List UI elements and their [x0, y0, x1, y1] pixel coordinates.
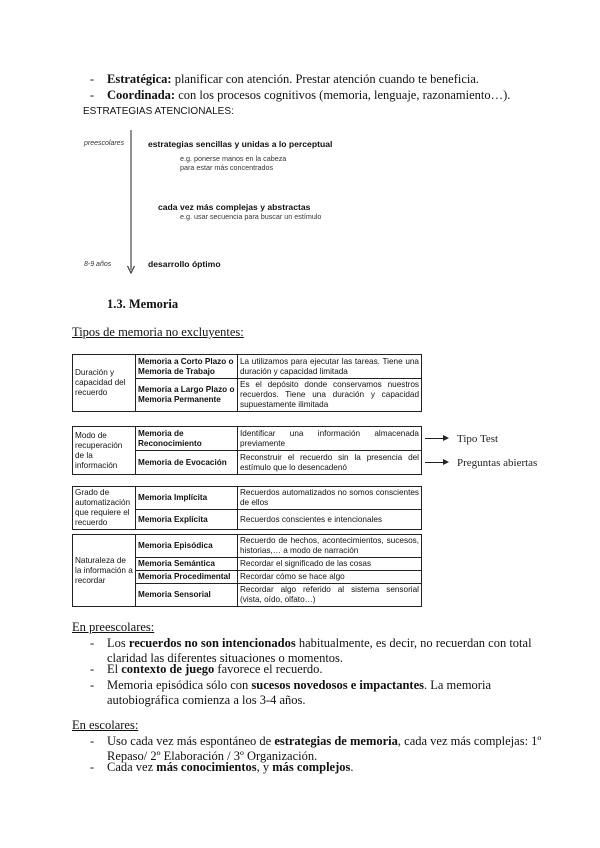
- memory-desc: La utilizamos para ejecutar las tareas. Tiene una duración y capacidad limitada: [238, 355, 422, 379]
- arrow-icon: [425, 462, 443, 463]
- memory-desc: Recuerdo de hechos, acontecimientos, sucesos, historias,… a modo de narración: [238, 535, 422, 558]
- bullet-contexto: El contexto de juego favorece el recuerdo.: [107, 662, 323, 676]
- memory-type: Memoria de Reconocimiento: [136, 427, 238, 451]
- bullet-episodica: Memoria episódica sólo con sucesos novedosos e impactantes. La memoria autobiográfica comienza a los 3-4 años.: [107, 678, 491, 707]
- memory-type: Memoria a Corto Plazo o Memoria de Trabajo: [136, 355, 238, 379]
- strategy-example-1: e.g. ponerse manos en la cabeza: [180, 154, 287, 163]
- bullet-estrategias-memoria: Uso cada vez más espontáneo de estrategias de memoria, cada vez más complejas: 1º Repaso/ 2º Elaboración / 3º Organización.: [107, 734, 542, 763]
- strategy-example-1b: para estar más concentrados: [180, 163, 274, 172]
- memory-desc: Recordar el significado de las cosas: [238, 558, 422, 571]
- memory-type: Memoria Implícita: [136, 487, 238, 510]
- arrow-head-icon: [443, 435, 449, 441]
- memory-type: Memoria Explícita: [136, 510, 238, 530]
- strategy-level-1: estrategias sencillas y unidas a lo perceptual: [148, 139, 333, 149]
- table-row: [73, 427, 422, 451]
- memory-table-duration: [72, 354, 422, 412]
- strategy-level-3: desarrollo óptimo: [148, 259, 221, 269]
- timeline-arrow-icon: [126, 130, 136, 276]
- memory-type: Memoria Sensorial: [136, 584, 238, 607]
- memory-table-retrieval: [72, 426, 422, 475]
- memory-table-automation: [72, 486, 422, 530]
- table-row: [73, 355, 422, 379]
- bullet-recuerdos: Los recuerdos no son intencionados habitualmente, es decir, no recuerdan con total claridad las diferentes situaciones o momentos.: [107, 636, 532, 665]
- arrow-icon: [425, 438, 443, 439]
- memory-type: Memoria a Largo Plazo o Memoria Permanente: [136, 379, 238, 412]
- memory-type: Memoria de Evocación: [136, 451, 238, 475]
- memory-desc: Es el depósito donde conservamos nuestros recuerdos. Tiene una duración y capacidad supuestamente ilimitada: [238, 379, 422, 412]
- memory-type: Memoria Procedimental: [136, 571, 238, 584]
- memory-desc: Recordar algo referido al sistema sensorial (vista, oído, olfato…): [238, 584, 422, 607]
- preescolares-heading: En preescolares:: [72, 620, 155, 634]
- bullet-dash: -: [90, 636, 95, 650]
- table-category: Grado de automatización que requiere el recuerdo: [73, 487, 136, 530]
- diagram-label-preescolares: preescolares: [84, 140, 125, 147]
- memory-types-heading: Tipos de memoria no excluyentes:: [72, 325, 244, 339]
- memory-desc: Recuerdos conscientes e intencionales: [238, 510, 422, 530]
- memory-desc: Recuerdos automatizados no somos conscientes de ellos: [238, 487, 422, 510]
- memory-table-nature: [72, 534, 422, 607]
- memory-desc: Reconstruir el recuerdo sin la presencia del estímulo que lo desencadenó: [238, 451, 422, 475]
- table-category: Naturaleza de la información a recordar: [73, 535, 136, 607]
- memory-desc: Recordar cómo se hace algo: [238, 571, 422, 584]
- bullet-dash: -: [90, 88, 95, 102]
- bullet-coordinada: Coordinada: con los procesos cognitivos (memoria, lenguaje, razonamiento…).: [107, 88, 511, 102]
- table-category: Modo de recuperación de la información: [73, 427, 136, 475]
- memory-type: Memoria Episódica: [136, 535, 238, 558]
- diagram-title: ESTRATEGIAS ATENCIONALES:: [83, 106, 234, 117]
- strategy-example-2: e.g. usar secuencia para buscar un estímulo: [180, 212, 322, 221]
- bullet-conocimientos: Cada vez más conocimientos, y más complejos.: [107, 760, 354, 774]
- bullet-dash: -: [90, 678, 95, 692]
- bullet-dash: -: [90, 72, 95, 86]
- memory-desc: Identificar una información almacenada previamente: [238, 427, 422, 451]
- section-heading: 1.3. Memoria: [107, 297, 179, 311]
- table-row: [73, 487, 422, 510]
- escolares-heading: En escolares:: [72, 718, 139, 732]
- arrow-head-icon: [443, 459, 449, 465]
- side-note-tipo-test: Tipo Test: [457, 433, 499, 445]
- bullet-dash: -: [90, 760, 95, 774]
- strategy-level-2: cada vez más complejas y abstractas: [158, 202, 311, 212]
- bullet-dash: -: [90, 662, 95, 676]
- memory-type: Memoria Semántica: [136, 558, 238, 571]
- table-category: Duración y capacidad del recuerdo: [73, 355, 136, 412]
- bullet-dash: -: [90, 734, 95, 748]
- table-row: [73, 535, 422, 558]
- bullet-estrategica: Estratégica: planificar con atención. Prestar atención cuando te beneficia.: [107, 72, 480, 86]
- side-note-preguntas: Preguntas abiertas: [457, 457, 538, 469]
- diagram-label-age: 8-9 años: [84, 261, 112, 268]
